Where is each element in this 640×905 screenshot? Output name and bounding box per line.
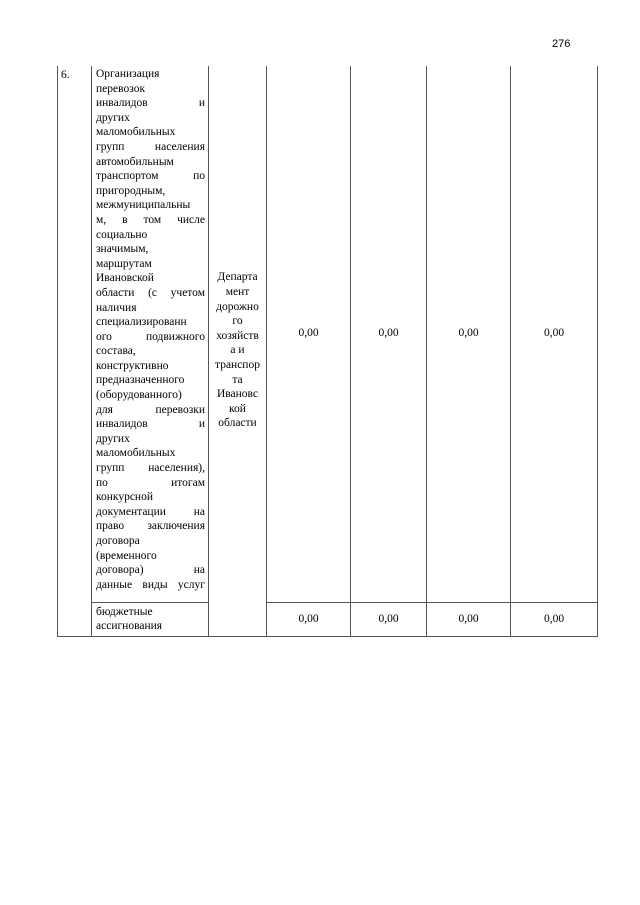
event-name-line: Ивановской (96, 272, 154, 285)
event-name-line: инвалидов и (96, 418, 205, 431)
budget-value-2: 0,00 (378, 612, 399, 625)
department-name-line: хозяйств (216, 329, 259, 342)
department-name-line: кой (229, 402, 246, 415)
budget-table (57, 66, 598, 637)
event-name-line: социально (96, 228, 148, 241)
event-name-line: (оборудованного) (96, 389, 182, 402)
department-name-line: транспор (215, 359, 260, 372)
event-name-line: значимым, (96, 243, 149, 256)
department-name-line: та (232, 373, 243, 386)
budget-label-line-1: бюджетные (96, 605, 153, 618)
value-4: 0,00 (543, 327, 565, 340)
event-name-line: групп населения), (96, 462, 205, 475)
table-row-budget (58, 602, 598, 636)
value-cell (351, 66, 427, 602)
event-name-line: для перевозки (96, 403, 205, 416)
event-name-line: маршрутам (96, 257, 152, 270)
value-cell (427, 66, 511, 602)
event-name-line: области (с учетом (96, 286, 205, 299)
department-name-line: а и (230, 344, 245, 357)
value-2: 0,00 (378, 327, 399, 340)
department-name-line: дорожно (216, 300, 259, 313)
event-name-line: ого подвижного (96, 330, 205, 343)
budget-value-cell (351, 602, 427, 636)
event-name-line: данные виды услуг (96, 578, 205, 591)
event-name-line: других (96, 111, 130, 124)
event-name-line: договора (96, 535, 140, 547)
event-name-line: право заключения (96, 520, 205, 533)
department-cell (209, 66, 267, 636)
budget-value-3: 0,00 (458, 612, 479, 625)
budget-value-cell (511, 602, 598, 636)
budget-value-cell (267, 602, 351, 636)
row-number-cell (58, 66, 92, 636)
budget-label-line-2: ассигнования (96, 620, 163, 633)
budget-value-cell (427, 602, 511, 636)
event-name-line: наличия (96, 301, 137, 314)
table-row-main (58, 66, 598, 602)
event-name-line: конструктивно (96, 359, 169, 372)
event-name-line: Организация (96, 68, 160, 80)
event-name-cell (92, 66, 209, 602)
event-name (96, 67, 205, 592)
value-cell (267, 66, 351, 602)
event-name-line: состава, (96, 345, 136, 358)
event-name-line: групп населения (96, 140, 205, 153)
department-name-line: Ивановс (216, 388, 259, 401)
event-name-line: м, в том числе (96, 213, 205, 226)
event-name-line: межмуниципальны (96, 199, 191, 212)
event-name-line: документации на (96, 505, 205, 518)
page-number: 276 (552, 38, 571, 50)
event-name-line: пригородным, (96, 184, 166, 197)
department-name-line: области (218, 417, 257, 430)
value-cell (511, 66, 598, 602)
event-name-line: договора) на (96, 564, 205, 577)
event-name-line: (временного (96, 549, 157, 562)
department-name-line: мент (225, 286, 250, 299)
event-name-line: других (96, 432, 130, 445)
department-name (210, 270, 265, 431)
event-name-line: транспортом по (96, 170, 205, 183)
budget-label-cell (92, 602, 209, 636)
department-name-line: го (232, 315, 243, 328)
event-name-line: маломобильных (96, 126, 176, 139)
budget-value-1: 0,00 (298, 612, 319, 625)
event-name-line: перевозок (96, 82, 146, 95)
value-1: 0,00 (298, 327, 319, 340)
event-name-line: инвалидов и (96, 97, 205, 110)
event-name-line: автомобильным (96, 155, 174, 168)
budget-value-4: 0,00 (543, 612, 565, 625)
row-number: 6. (61, 69, 70, 81)
value-3: 0,00 (458, 327, 479, 340)
event-name-line: конкурсной (96, 491, 153, 504)
event-name-line: специализированн (96, 316, 187, 329)
event-name-line: по итогам (96, 476, 205, 489)
event-name-line: предназначенного (96, 374, 185, 387)
department-name-line: Департа (217, 271, 258, 284)
event-name-line: маломобильных (96, 447, 176, 460)
